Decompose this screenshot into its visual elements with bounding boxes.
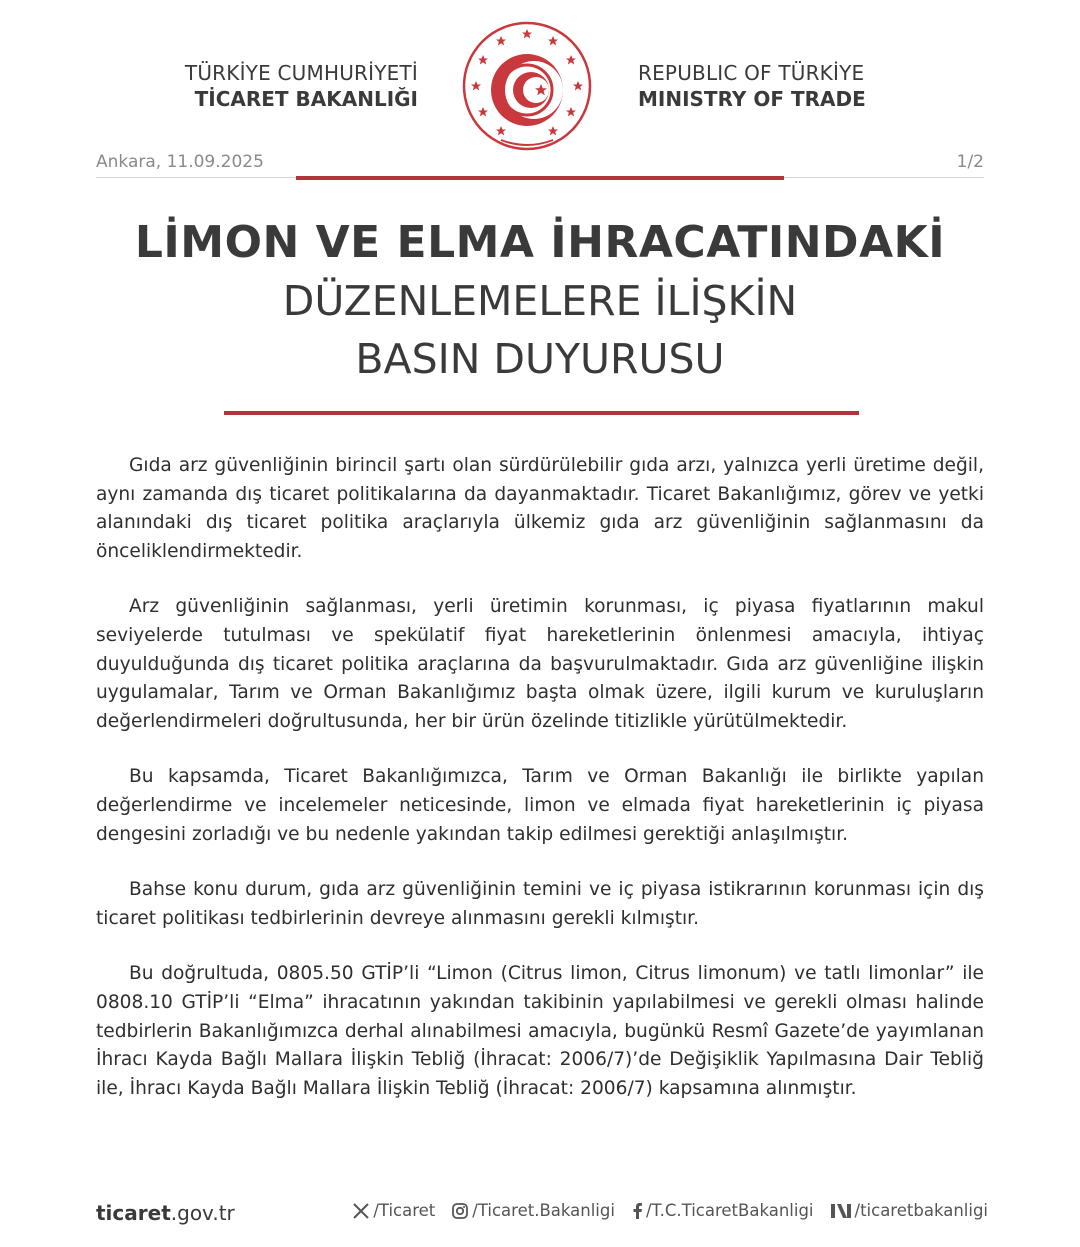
paragraph: Bu doğrultuda, 0805.50 GTİP’li “Limon (Citrus limon, Citrus limonum) ve tatlı limonlar” ile 0808.10 GTİP’li “Elma” ihracatının yakından takibinin yapılabilmesi ve gerekli olması halinde tedbirlerin Bakanlığımızca derhal alınabilmesi amacıyla, bugünkü Resmî Gazete’de yayımlanan İhracı Kayda Bağlı Mallara İlişkin Tebliğ (İhracat: 2006/7)’de Değişiklik Yapılmasına Dair Tebliğ ile, İhracı Kayda Bağlı Mallara İlişkin Tebliğ (İhracat: 2006/7) kapsamına alınmıştır. (96, 963, 984, 1099)
social-nsosyal-handle: /ticaretbakanligi (854, 1201, 988, 1220)
title-line2: DÜZENLEMELERE İLİŞKİN (282, 277, 798, 325)
website-bold: ticaret (96, 1201, 171, 1225)
body-text (96, 452, 984, 1130)
social-instagram[interactable] (451, 1201, 615, 1220)
header-left-line1: TÜRKİYE CUMHURİYETİ (184, 61, 418, 85)
website-link[interactable] (96, 1201, 235, 1225)
social-x[interactable] (352, 1201, 435, 1220)
paragraph: Bahse konu durum, gıda arz güvenliğinin temini ve iç piyasa istikrarının korunması için dış ticaret politikası tedbirlerinin devreye alınmasını gerekli kılmıştır. (96, 879, 984, 929)
ministry-emblem-icon (461, 20, 593, 152)
social-facebook-handle: /T.C.TicaretBakanligi (645, 1201, 814, 1220)
place-date: Ankara, 11.09.2025 (96, 152, 264, 172)
divider-red-title (224, 411, 859, 415)
header-left (150, 60, 418, 112)
title-line3: BASIN DUYURUSU (355, 335, 725, 383)
page-number: 1/2 (956, 152, 984, 172)
paragraph: Bu kapsamda, Ticaret Bakanlığımızca, Tarım ve Orman Bakanlığı ile birlikte yapılan değerlendirme ve incelemeler neticesinde, limon ve elmada fiyat hareketlerinin iç piyasa dengesini zorladığı ve bu nedenle yakından takip edilmesi gerektiği anlaşılmıştır. (96, 766, 984, 845)
social-x-handle: /Ticaret (373, 1201, 436, 1220)
divider-red-top (296, 176, 784, 180)
header-right-line2: MINISTRY OF TRADE (638, 87, 866, 111)
nsosyal-icon (830, 1202, 852, 1220)
document-title (0, 214, 1080, 388)
header-right-line1: REPUBLIC OF TÜRKİYE (638, 61, 865, 85)
header-right (638, 60, 938, 112)
paragraph: Gıda arz güvenliğinin birincil şartı olan sürdürülebilir gıda arzı, yalnızca yerli üretime değil, aynı zamanda dış ticaret politikalarına da dayanmaktadır. Ticaret Bakanlığımız, görev ve yetki alanındaki dış ticaret politika araçlarıyla ülkemiz gıda arz güvenliğinin sağlanmasını da önceliklendirmektedir. (96, 455, 984, 562)
title-line1: LİMON VE ELMA İHRACATINDAKİ (134, 217, 946, 268)
x-icon (352, 1202, 370, 1220)
website-rest: .gov.tr (170, 1201, 235, 1225)
header-left-line2: TİCARET BAKANLIĞI (194, 87, 418, 111)
social-nsosyal[interactable] (830, 1201, 988, 1220)
paragraph: Arz güvenliğinin sağlanması, yerli üretimin korunması, iç piyasa fiyatlarının makul seviyelerde tutulması ve spekülatif fiyat hareketlerinin önlenmesi amacıyla, ihtiyaç duyulduğunda dış ticaret politika araçlarına da başvurulmaktadır. Gıda arz güvenliğine ilişkin uygulamalar, Tarım ve Orman Bakanlığımız başta olmak üzere, ilgili kurum ve kuruluşların değerlendirmeleri doğrultusunda, her bir ürün özelinde titizlikle yürütülmektedir. (96, 596, 984, 732)
facebook-icon (631, 1202, 643, 1220)
instagram-icon (451, 1202, 469, 1220)
social-links (352, 1201, 988, 1220)
social-facebook[interactable] (631, 1201, 814, 1220)
social-instagram-handle: /Ticaret.Bakanligi (472, 1201, 615, 1220)
